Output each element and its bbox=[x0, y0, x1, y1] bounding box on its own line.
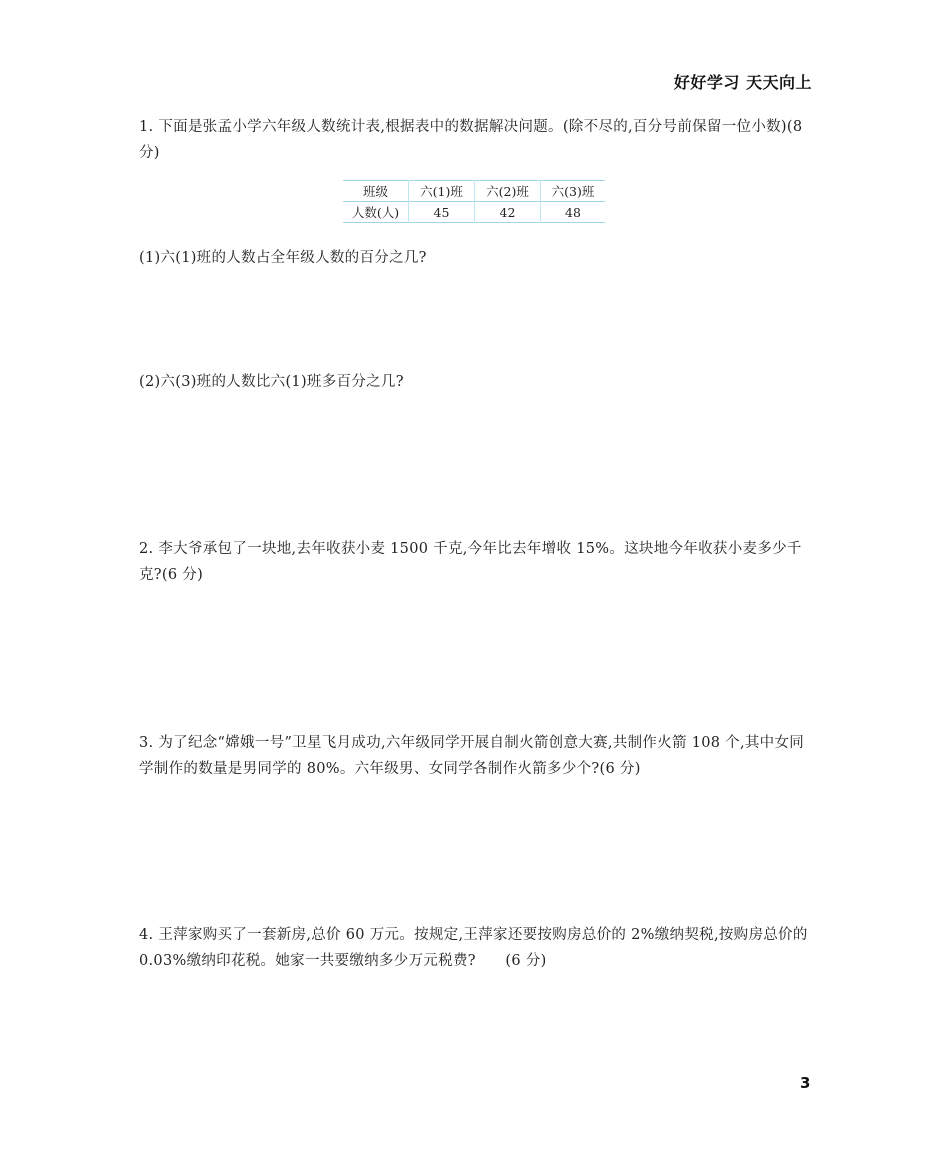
question-1-part-2-text: (2)六(3)班的人数比六(1)班多百分之几? bbox=[139, 374, 404, 390]
question-1-part-1-text: (1)六(1)班的人数占全年级人数的百分之几? bbox=[139, 250, 427, 266]
table-cell: 42 bbox=[475, 202, 541, 223]
page-number: 3 bbox=[800, 1074, 811, 1092]
question-1-part-2 bbox=[139, 369, 814, 395]
question-1-part-1 bbox=[139, 245, 814, 271]
question-1-text: 1. 下面是张孟小学六年级人数统计表,根据表中的数据解决问题。(除不尽的,百分号前保留一位小数)(8 分) bbox=[139, 119, 803, 161]
table-header-cell: 六(2)班 bbox=[475, 181, 541, 202]
table-header-cell: 六(1)班 bbox=[409, 181, 475, 202]
table-row bbox=[343, 202, 605, 223]
table-cell: 45 bbox=[409, 202, 475, 223]
table-cell: 48 bbox=[541, 202, 606, 223]
question-2-text: 2. 李大爷承包了一块地,去年收获小麦 1500 千克,今年比去年增收 15%。这块地今年收获小麦多少千克?(6 分) bbox=[139, 541, 802, 583]
header-slogan: 好好学习 天天向上 bbox=[673, 73, 812, 92]
question-1 bbox=[139, 114, 814, 166]
table-header-cell: 六(3)班 bbox=[541, 181, 606, 202]
question-2 bbox=[139, 536, 814, 588]
question-3-text: 3. 为了纪念“嫦娥一号”卫星飞月成功,六年级同学开展自制火箭创意大赛,共制作火箭 108 个,其中女同学制作的数量是男同学的 80%。六年级男、女同学各制作火箭多少个?(6 分) bbox=[139, 735, 805, 777]
question-3 bbox=[139, 730, 814, 782]
class-count-table bbox=[343, 180, 605, 223]
table-header-row bbox=[343, 181, 605, 202]
table-header-cell: 班级 bbox=[362, 184, 388, 199]
table-row-label: 人数(人) bbox=[351, 205, 400, 220]
question-4 bbox=[139, 922, 814, 974]
question-4-text: 4. 王萍家购买了一套新房,总价 60 万元。按规定,王萍家还要按购房总价的 2%缴纳契税,按购房总价的 0.03%缴纳印花税。她家一共要缴纳多少万元税费? (6 分) bbox=[139, 927, 808, 969]
